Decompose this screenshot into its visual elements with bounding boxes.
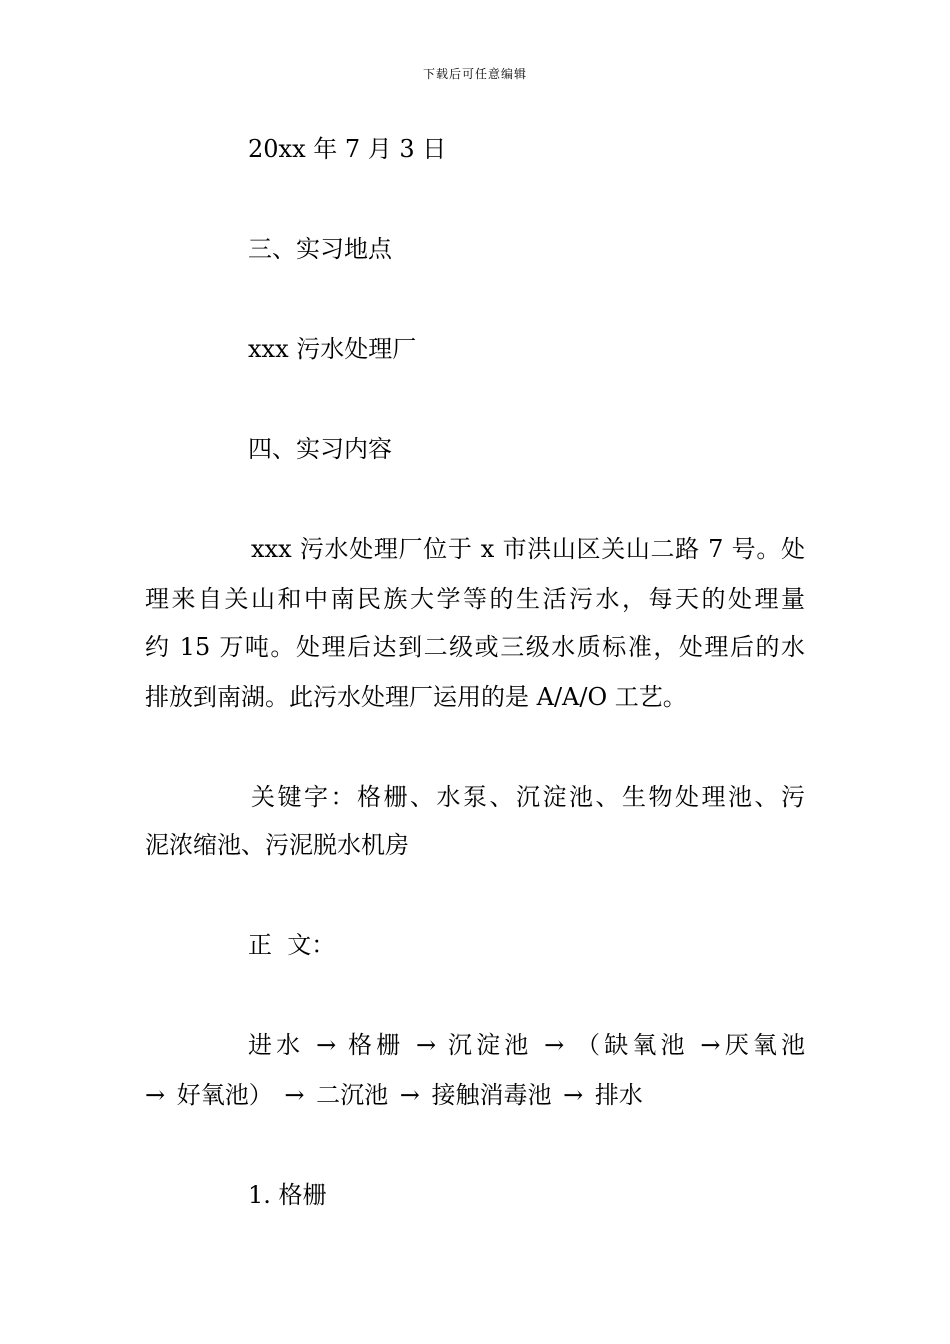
intro-line-4: 排放到南湖。此污水处理厂运用的是 A/A/O 工艺。 — [145, 683, 687, 711]
item-heading-grille: 1. 格栅 — [248, 1181, 327, 1209]
keywords-line-1: 关键字：格栅、水泵、沉淀池、生物处理池、污 — [251, 783, 805, 811]
section-heading-content: 四、实习内容 — [248, 435, 392, 463]
page-header-note: 下载后可任意编辑 — [422, 67, 527, 81]
intro-line-3: 约 15 万吨。处理后达到二级或三级水质标准，处理后的水 — [145, 633, 805, 661]
location-text: xxx 污水处理厂 — [248, 335, 417, 363]
process-flow-line-2: → 好氧池） → 二沉池 → 接触消毒池 → 排水 — [145, 1081, 643, 1109]
body-heading: 正 文： — [248, 931, 336, 959]
process-flow-line-1: 进水 → 格栅 → 沉淀池 → （缺氧池 →厌氧池 — [248, 1031, 805, 1059]
intro-line-2: 理来自关山和中南民族大学等的生活污水，每天的处理量 — [145, 585, 805, 613]
date-line: 20xx 年 7 月 3 日 — [248, 135, 447, 163]
keywords-line-2: 泥浓缩池、污泥脱水机房 — [145, 831, 409, 859]
section-heading-location: 三、实习地点 — [248, 235, 392, 263]
intro-line-1: xxx 污水处理厂位于 x 市洪山区关山二路 7 号。处 — [251, 535, 805, 563]
